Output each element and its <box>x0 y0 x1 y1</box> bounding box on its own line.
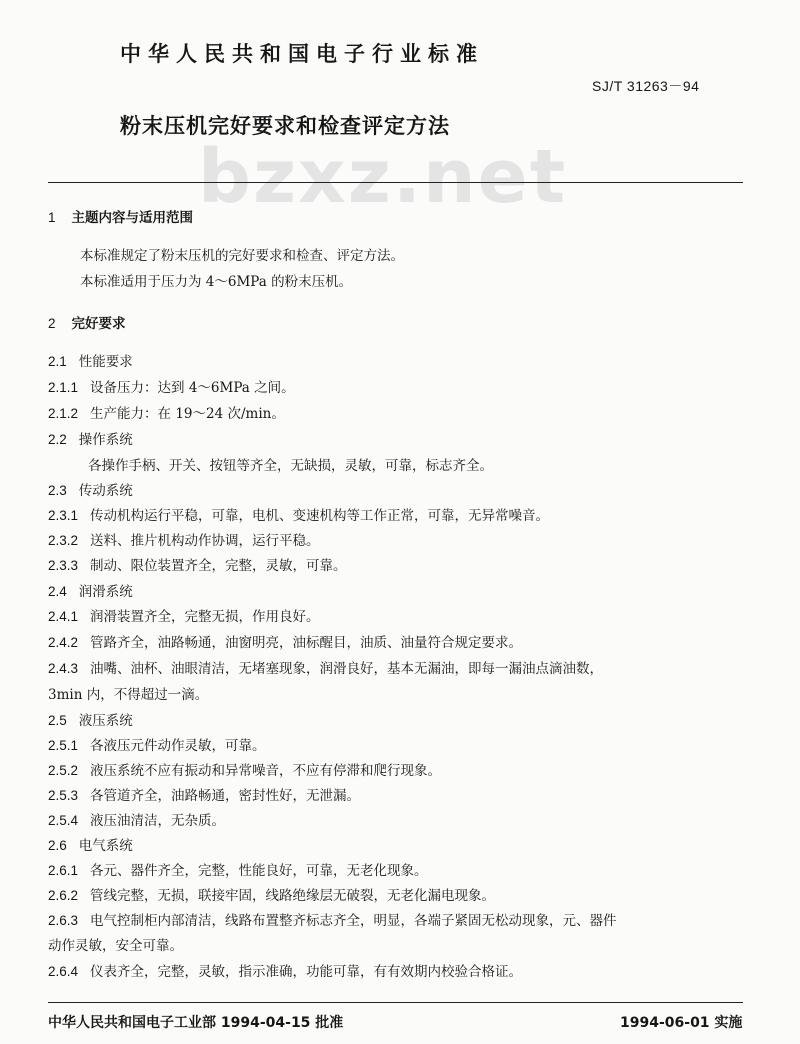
implementation-date: 1994-06-01 实施 <box>620 1015 743 1031</box>
clause-text: 润滑装置齐全，完整无损，作用良好。 <box>90 609 320 625</box>
clause-number: 2.5.1 <box>48 738 79 753</box>
clause-text: 仪表齐全，完整，灵敏，指示准确，功能可靠，有有效期内校验合格证。 <box>90 964 523 980</box>
clause-text: 液压系统不应有振动和异常噪音，不应有停滞和爬行现象。 <box>90 763 442 779</box>
clause-2-6-3 <box>48 909 617 929</box>
header-divider <box>48 182 743 183</box>
section-number: 1 <box>48 210 56 225</box>
approval-statement: 中华人民共和国电子工业部 1994-04-15 批准 <box>48 1015 344 1031</box>
clause-text: 设备压力：达到 4～6MPa 之间。 <box>90 380 295 396</box>
section-title: 完好要求 <box>71 316 126 332</box>
paragraph: 本标准规定了粉末压机的完好要求和检查、评定方法。 <box>80 248 404 264</box>
clause-2-3 <box>48 479 133 499</box>
paragraph: 各操作手柄、开关、按钮等齐全，无缺损，灵敏，可靠，标志齐全。 <box>88 458 493 474</box>
watermark: bzxz.net <box>198 134 568 220</box>
clause-text: 电气系统 <box>78 838 133 854</box>
clause-2-6 <box>48 834 133 854</box>
clause-2-3-3 <box>48 554 347 574</box>
section-2-heading <box>48 312 126 332</box>
clause-number: 2.6.1 <box>48 863 79 878</box>
clause-2-2 <box>48 428 133 448</box>
clause-2-4 <box>48 580 133 600</box>
clause-number: 2.1.1 <box>48 380 79 395</box>
clause-text: 液压油清洁，无杂质。 <box>90 813 226 829</box>
clause-text: 传动系统 <box>78 483 133 499</box>
clause-text: 性能要求 <box>78 354 133 370</box>
clause-2-1 <box>48 350 133 370</box>
clause-2-3-2 <box>48 529 320 549</box>
clause-number: 2.5.2 <box>48 763 79 778</box>
issuing-organization-header: 中华人民共和国电子行业标准 <box>120 42 484 66</box>
clause-text: 送料、推片机构动作协调，运行平稳。 <box>90 533 320 549</box>
clause-text: 油嘴、油杯、油眼清洁，无堵塞现象，润滑良好，基本无漏油，即每一漏油点滴油数， <box>90 661 604 677</box>
clause-2-1-1 <box>48 376 295 396</box>
section-1-heading <box>48 206 193 226</box>
clause-text: 制动、限位装置齐全，完整，灵敏，可靠。 <box>90 558 347 574</box>
clause-2-5-2 <box>48 759 441 779</box>
clause-number: 2.4.2 <box>48 635 79 650</box>
clause-number: 2.6.2 <box>48 888 79 903</box>
clause-continuation: 动作灵敏，安全可靠。 <box>48 938 183 954</box>
paragraph: 本标准适用于压力为 4～6MPa 的粉末压机。 <box>80 274 353 290</box>
clause-text: 各元、器件齐全，完整，性能良好，可靠，无老化现象。 <box>90 863 428 879</box>
clause-number: 2.5.3 <box>48 788 79 803</box>
clause-number: 2.3 <box>48 483 67 498</box>
clause-number: 2.6.3 <box>48 913 79 928</box>
clause-2-4-3 <box>48 657 603 677</box>
clause-number: 2.1.2 <box>48 406 79 421</box>
clause-number: 2.4.1 <box>48 609 79 624</box>
clause-number: 2.3.1 <box>48 508 79 523</box>
clause-text: 电气控制柜内部清洁，线路布置整齐标志齐全，明显，各端子紧固无松动现象，元、器件 <box>90 913 617 929</box>
clause-number: 2.2 <box>48 432 67 447</box>
section-number: 2 <box>48 316 56 331</box>
clause-number: 2.4.3 <box>48 661 79 676</box>
clause-text: 生产能力：在 19～24 次/min。 <box>90 406 285 422</box>
clause-text: 管线完整，无损，联接牢固，线路绝缘层无破裂，无老化漏电现象。 <box>90 888 496 904</box>
clause-2-5 <box>48 709 133 729</box>
clause-text: 传动机构运行平稳，可靠，电机、变速机构等工作正常，可靠，无异常噪音。 <box>90 508 550 524</box>
clause-number: 2.6.4 <box>48 964 79 979</box>
clause-number: 2.4 <box>48 584 67 599</box>
clause-2-4-1 <box>48 605 320 625</box>
clause-2-6-1 <box>48 859 428 879</box>
clause-text: 液压系统 <box>78 713 133 729</box>
clause-2-3-1 <box>48 504 549 524</box>
clause-number: 2.5 <box>48 713 67 728</box>
standard-number: SJ/T 31263－94 <box>592 78 700 94</box>
clause-text: 各液压元件动作灵敏，可靠。 <box>90 738 266 754</box>
clause-text: 润滑系统 <box>78 584 133 600</box>
clause-2-6-2 <box>48 884 495 904</box>
clause-continuation: 3min 内，不得超过一滴。 <box>48 687 209 703</box>
clause-2-6-4 <box>48 960 522 980</box>
clause-number: 2.3.3 <box>48 558 79 573</box>
footer-divider <box>48 1002 743 1003</box>
clause-number: 2.5.4 <box>48 813 79 828</box>
clause-number: 2.3.2 <box>48 533 79 548</box>
clause-2-4-2 <box>48 631 522 651</box>
document-title: 粉末压机完好要求和检查评定方法 <box>120 114 450 138</box>
clause-number: 2.1 <box>48 354 67 369</box>
clause-text: 操作系统 <box>78 432 133 448</box>
clause-2-1-2 <box>48 402 285 422</box>
clause-text: 管路齐全，油路畅通，油窗明亮，油标醒目，油质、油量符合规定要求。 <box>90 635 523 651</box>
clause-2-5-4 <box>48 809 225 829</box>
clause-2-5-1 <box>48 734 266 754</box>
clause-number: 2.6 <box>48 838 67 853</box>
section-title: 主题内容与适用范围 <box>71 210 194 226</box>
clause-text: 各管道齐全，油路畅通，密封性好，无泄漏。 <box>90 788 361 804</box>
clause-2-5-3 <box>48 784 360 804</box>
